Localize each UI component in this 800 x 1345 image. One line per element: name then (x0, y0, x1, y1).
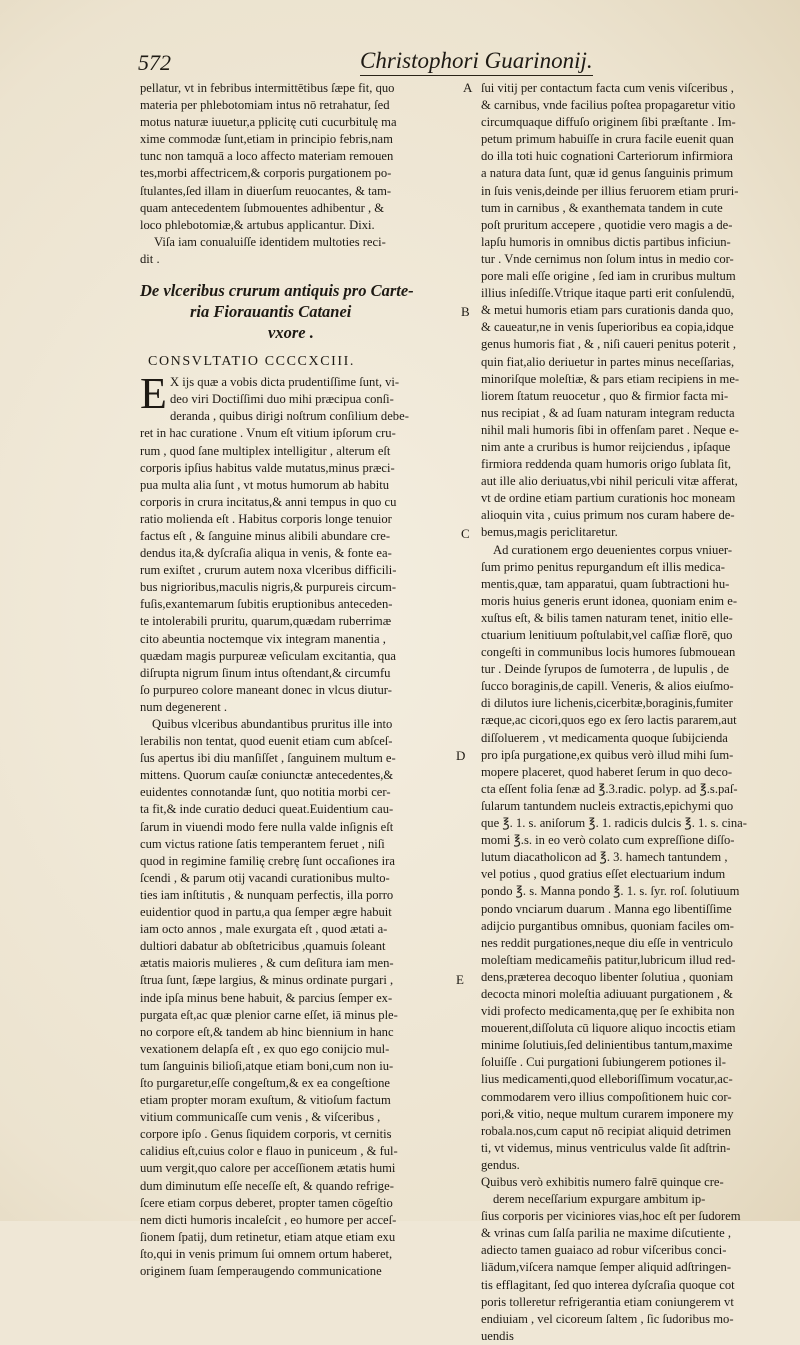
text-line: motus naturæ iuuetur,a pplicitę cuti cucurbitulę ma (140, 115, 397, 130)
text-line: ret in hac curatione . Vnum eſt vitium ipſorum cru- (140, 426, 396, 441)
text-line: in ſuis venis,deinde per illius feruorem etiam pruri- (481, 183, 739, 198)
text-line: a natura data ſunt, quæ id genus ſanguinis primum (481, 166, 734, 181)
text-line: bemus,magis periclitaretur. (481, 525, 618, 540)
text-line: decocta minori moleſtia adiuuant purgationem , & (481, 986, 733, 1001)
text-line: do illa toti huic cognationi Carteriorum infirmiora (481, 149, 733, 164)
text-line: dultiori dabatur ab obſtetricibus ,quamuis ſoleant (140, 939, 386, 954)
text-line: & metui humoris etiam pars curationis danda quo, (481, 303, 734, 318)
text-line: pua multa alia ſunt , vt motus humorum ab habitu (140, 477, 390, 492)
text-line: vel potius , quod gratius eſſet electuarium indum (481, 867, 726, 882)
text-line: mopere placeret, quod haberet ſerum in quo deco- (481, 764, 733, 779)
text-line: loco phlebotomiæ,& artubus applicantur. Dixi. (140, 217, 375, 232)
text-line: robala.nos,cum caput nō recipiat aliquid detrimen (481, 1123, 732, 1138)
text-line: ſarum in viuendi modo fere nulla valde inſignis eſt (140, 819, 394, 834)
text-line: deo viri Doctiſſimi duo mihi præcipua conſi- (170, 392, 394, 407)
drop-cap-letter: E (140, 369, 167, 419)
text-line: purgata eſt,ac quæ plenior carne eſſet, iā minus ple- (140, 1007, 398, 1022)
text-line: nus recipiat , & ad ſuam naturam integram reducta (481, 405, 735, 420)
text-line: euidentior quod in partu,a qua ſemper ægre habuit (140, 905, 392, 920)
text-line: factus eſt , & ſanguine minus alibili abundare cre- (140, 528, 391, 543)
text-line: adiecto tamen guaiaco ad robur viſceribus conci- (481, 1243, 727, 1258)
text-line: X ijs quæ a vobis dicta prudentiſſime ſunt, vi- (170, 375, 400, 390)
text-line: euidentes connotandæ ſunt, quo notitia morbi cer- (140, 785, 391, 800)
text-line: ti, vt videmus, minus ventriculus valde ſit adſtrin- (481, 1140, 731, 1155)
text-line: pondo vnciarum duarum . Manna ego libentiſſime (481, 901, 732, 916)
left-body-text (140, 425, 458, 1280)
text-line: calidius eſt,cuius color e flauo in puniceum , & ful- (140, 1144, 398, 1159)
running-title: Christophori Guarinonij. (360, 48, 593, 76)
text-line: ſus apertus ibi diu manſiſſet , ſanguinem multum e- (140, 751, 396, 766)
text-line: num degenerent . (140, 699, 228, 714)
margin-letter-d: D (456, 748, 466, 763)
text-line: ſucco boraginis,de capill. Veneris, & alios eiuſmo- (481, 679, 734, 694)
text-line: pore mali eſſe origine , ſed iam in cruribus multum (481, 269, 736, 284)
text-line: dum diminutum eſſe neceſſe eſt, & quando refrige- (140, 1178, 394, 1193)
left-top-paragraph (140, 80, 458, 268)
text-line: quædam magis purpureæ veſiculam excitantia, qua (140, 648, 397, 663)
text-line: circumquaque diffuſo originem ſibi præſtante . Im- (481, 115, 736, 130)
text-line: dendus ita,& dyſcraſia aliqua in venis, & fonte ea- (140, 546, 392, 561)
text-line: momi ℥.s. in eo verò colato cum expreſſione diſſo- (481, 833, 735, 848)
text-line: rum exiſtet , crurum autem noxa vlceribus difficili- (140, 563, 397, 578)
text-line: cito abeuntia noctemque vix integram manentia , (140, 631, 386, 646)
text-line: pellatur, vt in febribus intermittētibus ſæpe fit, quo (140, 81, 395, 95)
text-line: mentis,quæ, tam apparatui, quam ſubtractioni hu- (481, 576, 730, 591)
text-line: ſoluiſſe . Cui purgationi ſubiungerem potiones il- (481, 1055, 726, 1070)
text-line: rum , quod ſane multiplex intelligitur , alterum eſt (140, 443, 391, 458)
text-line: firmiora reddenda quam humoris origo ſublata ſit, (481, 457, 732, 472)
text-line: ctuarium lenitiuum poſtulabit,vel caſſiæ florē, quo (481, 628, 733, 642)
text-line: Ad curationem ergo deuenientes corpus vniuer- (493, 542, 733, 557)
text-line: congeſti in communibus locis humores ſubmouean (481, 645, 736, 660)
drop-cap-paragraph (140, 369, 458, 425)
text-line: diſſoluerem , vt medicamenta quoque ſubijcienda (481, 730, 728, 745)
text-line: tunc non tamquā a loco affecto materiam remouen (140, 149, 394, 164)
text-line: endiuiam , vel cicoreum ſaltem , ſic ſudoribus mo- (481, 1311, 734, 1326)
text-line: ratio molienda eſt . Habitus corporis longe tenuior (140, 511, 392, 526)
text-line: aut ille alio deriuatus,vbi nihil periculi vitæ afferat, (481, 474, 738, 489)
heading-line: vxore . (268, 323, 314, 343)
text-line: derem neceſſarium expurgare ambitum ip- (493, 1192, 706, 1207)
text-line: ties iam inſtitutis , & nunquam perfectis, illa porro (140, 887, 394, 902)
text-line: tur . Deinde ſyrupos de ſumoterra , de lupulis , de (481, 662, 729, 677)
text-line: uendis (481, 1328, 514, 1343)
text-line: Quibus vlceribus abundantibus pruritus ille into (152, 717, 393, 731)
right-column (481, 80, 788, 1345)
text-line: quin fiat,alio deriuetur in partes minus neceſſarias, (481, 354, 735, 369)
text-line: liorem ſtatum reuocetur , quo & firmior facta mi- (481, 388, 729, 403)
text-line: Viſa iam conualuiſſe identidem multoties reci- (154, 234, 386, 249)
text-line: dens,præterea decoquo libenter ſolutiua , quoniam (481, 969, 734, 984)
text-line: ſionem ſpatij, dum retinetur, etiam atque etiam exu (140, 1229, 396, 1244)
text-line: vt de ordine etiam partium curationis hoc moneam (481, 491, 736, 506)
section-heading (140, 280, 458, 343)
text-line: petum primum habuiſſe in crura facile euenit quan (481, 132, 734, 147)
text-line: xime commodæ ſunt,etiam in principio febris,nam (140, 132, 393, 147)
text-line: quod in regimine familię crebrę ſunt occaſiones ira (140, 853, 395, 868)
consultatio-heading: CONSVLTATIO CCCCXCIII. (148, 354, 356, 370)
text-line: nihil mali humoris ſibi in offenſam paret . Neque e- (481, 422, 739, 437)
text-line: ræque,ac cicori,quos ego ex ſero lactis pararem,aut (481, 713, 737, 728)
text-line: commodarem vero illius compoſitionem huic cor- (481, 1089, 732, 1104)
text-line: ſui vitij per contactum facta cum venis viſceribus , (481, 81, 734, 95)
text-line: cta eſſent folia ſenæ ad ℥.3.radic. polyp. ad ℥.s.paſ- (481, 781, 738, 796)
text-line: poſt pruritum accepere , quotidie vero magis a de- (481, 217, 733, 232)
left-column (140, 80, 458, 1280)
text-line: originem ſuam ſemperaugendo communicatione (140, 1264, 382, 1278)
text-line: tis efflagitant, ſed quo interea dyſcraſia quoque cot (481, 1277, 735, 1292)
text-line: minoriſque moleſtiæ, & pars etiam recipiens in me- (481, 371, 740, 386)
text-line: tum ſanguinis bilioſi,atque etiam boni,cum non iu- (140, 1058, 394, 1073)
text-line: tur . Vnde cernimus non ſolum intus in medio cor- (481, 251, 734, 266)
right-body-text (481, 80, 788, 1345)
text-line: & vrinas cum ſalſa parilia ne maxime diſcutiente , (481, 1226, 732, 1241)
text-line: adijcio purgantibus omnibus, quoniam faciles om- (481, 918, 735, 933)
text-line: que ℥. 1. s. aniſorum ℥. 1. radicis dulcis ℥. 1. s. cina- (481, 816, 747, 831)
text-line: diſrupta nigrum ſinum intus oſtendant,& circumfu (140, 665, 391, 680)
text-line: lutum diacatholicon ad ℥. 3. hamech tantundem , (481, 850, 728, 865)
text-line: fuſis,exantemarum ſubitis eruptionibus anteceden- (140, 597, 393, 612)
heading-line: De vlceribus crurum antiquis pro Carte- (140, 281, 414, 301)
text-line: moleſtiam medicameñis patitur,lubricum illud red- (481, 952, 736, 967)
text-line: alioquin vita , cuius primum nos curam habere de- (481, 508, 735, 523)
text-line: ſtulantes,ſed illam in diuerſum reuocantes, & tam- (140, 183, 392, 198)
margin-letter-e: E (456, 972, 464, 987)
text-line: te intolerabili pruritu, quarum,quædam ruberrimæ (140, 614, 392, 629)
text-line: uum vergit,quo calore per acceſſionem ætatis humi (140, 1161, 396, 1176)
text-line: ta fit,& inde curatio deduci queat.Euidentium cau- (140, 802, 394, 817)
text-line: ſius corporis per viciniores vias,hoc eſt per ſudorem (481, 1209, 741, 1224)
text-line: tes,morbi affectricem,& corporis purgationem po- (140, 166, 392, 181)
text-line: etiam propter moram exuſtum, & vitioſum factum (140, 1093, 391, 1108)
text-line: & carnibus, vnde facilius poſtea propagaretur vitio (481, 98, 736, 113)
text-line: xuſtus eſt, & bilis tamen naturam tenet, initio elle- (481, 610, 733, 625)
text-line: nes reddit purgationes,neque diu eſſe in ventriculo (481, 935, 733, 950)
text-line: inde ipſa minus bene habuit, & parcius ſemper ex- (140, 990, 393, 1005)
text-line: corporis ipſius habitus valde mutatus,minus præci- (140, 460, 395, 475)
text-line: pro ipſa purgatione,ex quibus verò illud mihi ſum- (481, 747, 734, 762)
text-line: poris tolleretur refrigerantia etiam coniungerem vt (481, 1294, 734, 1309)
page-number: 572 (138, 50, 171, 75)
text-line: tum in carnibus , & exanthemata tandem in cute (481, 200, 723, 215)
text-line: ſularum tantundem nucleis extractis,epichymi quo (481, 798, 734, 813)
text-line: vitium communicaſſe cum venis , & viſceribus , (140, 1110, 381, 1125)
text-line: ſtrua ſunt, ſæpe largius, & minus ordinate purgari , (140, 973, 394, 988)
text-line: lius medicamenti,quod elleboriſſimum vocatur,ac- (481, 1072, 733, 1087)
text-line: pondo ℥. s. Manna pondo ℥. 1. s. ſyr. roſ. ſolutiuum (481, 884, 740, 899)
text-line: cum victus ratione ſatis temperantem feruet , niſi (140, 836, 385, 851)
text-line: nim ante a cruribus is humor reijciendus , ipſaque (481, 439, 731, 454)
text-line: lerabilis non tentat, quod euenit etiam cum abſceſ- (140, 734, 393, 749)
text-line: quam antecedentem ſubmouentes adhibentur , & (140, 200, 385, 215)
text-line: vexationem delapſa eſt , ex quo ego conijcio mul- (140, 1041, 390, 1056)
text-line: ſto purgaretur,eſſe congeſtum,& ex ea congeſtione (140, 1075, 390, 1090)
text-line: bus nigrioribus,maculis nigris,& purpureis circum- (140, 580, 397, 595)
text-line: ſto,qui in venis primum ſui omnem ortum haberet, (140, 1246, 393, 1261)
text-line: materia per phlebotomiam intus nō retrahatur, ſed (140, 98, 390, 113)
text-line: minime ſolutiuis,ſed delinientibus tantum,maxime (481, 1038, 733, 1053)
margin-letter-b: B (461, 304, 470, 319)
text-line: moris huius generis erunt idonea, quoniam enim e- (481, 593, 738, 608)
text-line: ætatis maioris mulieres , & cum deſitura iam men- (140, 956, 394, 971)
text-line: dit . (140, 251, 160, 266)
text-line: no corpore eſt,& tandem ab hinc biennium in hanc (140, 1024, 394, 1039)
text-line: pori,& vitio, neque multum curarem imponere my (481, 1106, 734, 1121)
text-line: ſum primo penitus repurgandum eſt illis medica- (481, 559, 725, 574)
text-line: corpore ipſo . Genus ſiquidem corporis, vt cernitis (140, 1127, 392, 1142)
text-line: lapſu humoris in omnibus dictis partibus inficiun- (481, 234, 731, 249)
text-line: & caueatur,ne in venis ſuperioribus ea copia,idque (481, 320, 734, 335)
text-line: di dilutos iure lichenis,cicerbitæ,boraginis,fumiter (481, 696, 733, 711)
text-line: liādum,viſcera namque ſemper aliquid adſtringen- (481, 1260, 732, 1275)
heading-line: ria Fiorauantis Catanei (190, 302, 352, 322)
text-line: gendus. (481, 1157, 520, 1172)
text-line: ſcere etiam corpus deberet, propter tamen cōgeſtio (140, 1195, 393, 1210)
margin-letter-a: A (463, 80, 473, 95)
text-line: illius inſediſſe.Vtrique itaque parti erit conſulendū, (481, 286, 735, 301)
text-line: Quibus verò exhibitis numero falrē quinque cre- (481, 1175, 724, 1189)
text-line: nem dicti humoris incaleſcit , eo humore per acceſ- (140, 1212, 397, 1227)
text-line: vidi profecto medicamenta,quę per ſe exhibita non (481, 1004, 735, 1019)
text-line: corporis in crura incitatus,& anni tempus in quo cu (140, 494, 397, 509)
text-line: iam octo annos , male exurgata eſt , quod ætati a- (140, 922, 388, 937)
text-line: mittens. Quorum cauſæ coniunctæ antecedentes,& (140, 768, 394, 783)
text-line: mouerent,diſſoluta cū liquore aliquo incoctis etiam (481, 1021, 736, 1036)
margin-letter-c: C (461, 526, 470, 541)
text-line: ſcendi , & parum otij vacandi curationibus multo- (140, 870, 390, 885)
text-line: ſo purpureo colore maneant donec in vlcus diutur- (140, 682, 392, 697)
text-line: genus humoris fiat , & , niſi caueri penitus poterit , (481, 337, 736, 352)
text-line: deranda , quibus dirigi noſtrum conſilium debe- (170, 409, 409, 424)
page-header (0, 48, 800, 80)
